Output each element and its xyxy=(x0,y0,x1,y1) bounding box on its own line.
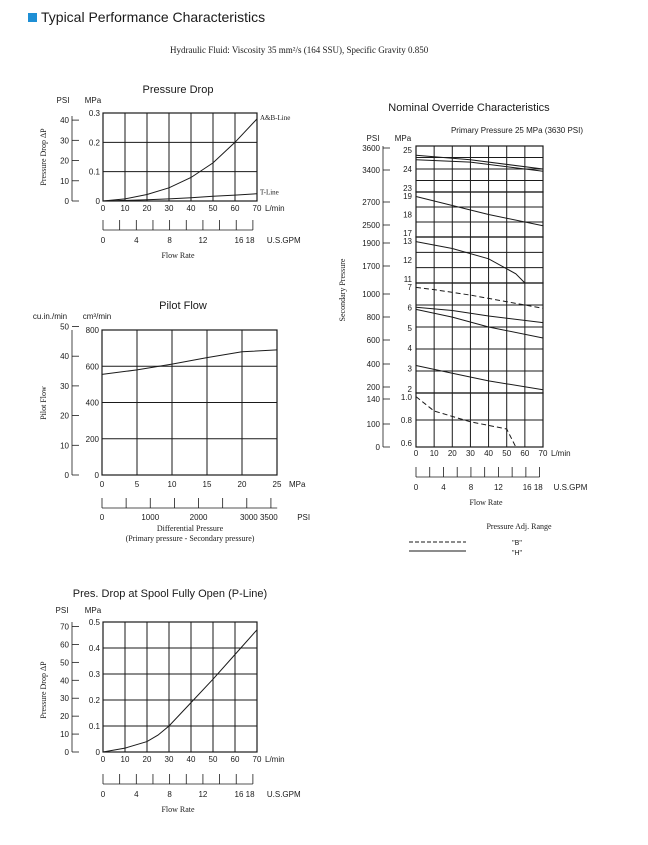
override-panel-grid-frame xyxy=(416,237,543,283)
psi-tick-label: 600 xyxy=(366,336,380,345)
section-title: Typical Performance Characteristics xyxy=(41,9,266,25)
chart-title: Pilot Flow xyxy=(159,300,207,312)
psi-tick-label: 30 xyxy=(60,694,69,704)
psi-tick-label: 40 xyxy=(60,116,69,126)
series-label-t: T-Line xyxy=(260,188,279,197)
x-tick-label: 30 xyxy=(164,755,174,764)
psi-tick-label: 1700 xyxy=(362,262,380,271)
mpa-tick-label: 3 xyxy=(407,364,412,374)
chart-subtitle: Primary Pressure 25 MPa (3630 PSI) xyxy=(450,126,584,135)
mpa-tick-label: 7 xyxy=(407,283,412,292)
gpm-scale-tick-label: 8 xyxy=(468,483,474,492)
series-line-pilot xyxy=(102,350,277,375)
override-panel-grid-frame xyxy=(416,192,543,237)
psi-tick-label: 200 xyxy=(366,383,380,392)
mpa-unit: MPa xyxy=(394,134,412,143)
gpm-scale-tick-label: 4 xyxy=(134,236,139,245)
cuin-unit: cu.in./min xyxy=(32,312,68,321)
mpa-tick-label: 0.2 xyxy=(88,138,100,148)
psi-tick-label: 30 xyxy=(60,136,69,146)
psi-tick-label: 1000 xyxy=(141,513,160,522)
gpm-scale-tick-label: 12 xyxy=(493,483,503,492)
psi-tick-label: 70 xyxy=(60,622,69,632)
x-axis-label: Flow Rate xyxy=(161,251,195,260)
psi-tick-label: 3600 xyxy=(362,144,380,153)
psi-tick-label: 20 xyxy=(60,712,69,722)
fluid-note: Hydraulic Fluid: Viscosity 35 mm²/s (164 SSU), Specific Gravity 0.850 xyxy=(170,45,429,55)
gpm-scale-tick-label: 16 18 xyxy=(522,483,543,492)
psi-tick-label: 0 xyxy=(64,197,69,206)
mpa-tick-label: 0.4 xyxy=(88,644,100,653)
psi-tick-label: 2000 xyxy=(189,513,208,522)
x-tick-label: 25 xyxy=(272,480,282,489)
x-unit: L/min xyxy=(551,449,571,458)
series-line-h-2 xyxy=(416,309,543,338)
cuin-tick-label: 50 xyxy=(60,322,69,332)
psi-tick-label: 3000 3500 xyxy=(239,513,278,522)
legend-title: Pressure Adj. Range xyxy=(486,522,552,531)
y-axis-label: Pressure Drop ΔP xyxy=(39,661,48,719)
override-panel-grid-frame xyxy=(416,283,543,393)
legend-label-b: "B" xyxy=(512,540,522,547)
x-tick-label: 40 xyxy=(186,204,196,213)
x-tick-label: 20 xyxy=(237,480,247,489)
gpm-scale-unit: U.S.GPM xyxy=(553,483,588,492)
psi-tick-label: 50 xyxy=(60,658,69,668)
psi-unit: PSI xyxy=(56,96,70,105)
series-line-h-3 xyxy=(416,366,543,390)
psi-tick-label: 40 xyxy=(60,676,69,686)
cuin-tick-label: 40 xyxy=(60,352,69,362)
mpa-tick-label: 0.3 xyxy=(88,670,100,679)
mpa-tick-label: 0 xyxy=(95,748,100,757)
x-unit: MPa xyxy=(289,480,306,489)
psi-tick-label: 800 xyxy=(366,313,380,322)
x-tick-label: 50 xyxy=(502,449,512,458)
x-axis-label: Flow Rate xyxy=(469,498,503,507)
gpm-scale-tick-label: 8 xyxy=(167,790,172,799)
mpa-tick-label: 18 xyxy=(403,210,412,220)
x-tick-label: 40 xyxy=(186,755,196,764)
x-tick-label: 40 xyxy=(484,449,494,458)
cm3-tick-label: 800 xyxy=(85,326,99,335)
psi-tick-label: 60 xyxy=(60,640,69,650)
mpa-tick-label: 23 xyxy=(403,184,412,193)
x-tick-label: 0 xyxy=(100,755,106,764)
x-tick-label: 10 xyxy=(120,204,130,213)
gpm-scale-tick-label: 16 18 xyxy=(234,790,255,799)
mpa-tick-label: 13 xyxy=(403,237,412,246)
gpm-scale-tick-label: 0 xyxy=(413,483,419,492)
series-line-h-2 xyxy=(416,160,543,172)
x-unit: L/min xyxy=(265,755,285,764)
series-line-t xyxy=(103,194,257,201)
mpa-tick-label: 25 xyxy=(403,146,412,155)
psi-tick-label: 2500 xyxy=(362,221,380,230)
mpa-tick-label: 24 xyxy=(403,165,412,174)
psi-tick-label: 2700 xyxy=(362,198,380,207)
gpm-scale-unit: U.S.GPM xyxy=(266,236,301,245)
mpa-tick-label: 0.3 xyxy=(88,109,100,118)
mpa-unit: MPa xyxy=(84,606,102,615)
cuin-tick-label: 20 xyxy=(60,411,69,421)
chart-title: Pres. Drop at Spool Fully Open (P-Line) xyxy=(72,588,268,600)
mpa-tick-label: 17 xyxy=(403,229,412,238)
psi-unit: PSI xyxy=(55,606,69,615)
x-tick-label: 30 xyxy=(164,204,174,213)
psi-tick-label: 3400 xyxy=(362,166,380,175)
x-unit: L/min xyxy=(265,204,285,213)
gpm-scale-tick-label: 0 xyxy=(100,236,106,245)
psi-tick-label: 1000 xyxy=(362,290,380,299)
mpa-tick-label: 2 xyxy=(407,385,412,394)
x-tick-label: 70 xyxy=(538,449,548,458)
mpa-tick-label: 0.1 xyxy=(88,722,100,731)
cm3-unit: cm³/min xyxy=(82,312,112,321)
y-axis-label: Pilot Flow xyxy=(39,386,48,420)
x-tick-label: 70 xyxy=(252,204,262,213)
x-tick-label: 20 xyxy=(142,204,152,213)
y-axis-label: Secondary Pressure xyxy=(338,258,347,322)
cuin-tick-label: 30 xyxy=(60,381,69,391)
psi-tick-label: 140 xyxy=(366,395,380,404)
cm3-tick-label: 600 xyxy=(85,362,99,372)
psi-tick-label: 0 xyxy=(64,748,69,757)
legend-label-h: "H" xyxy=(511,550,523,557)
x-tick-label: 20 xyxy=(142,755,152,764)
series-line-ab xyxy=(103,119,257,201)
psi-tick-label: 10 xyxy=(60,176,69,186)
mpa-tick-label: 1.0 xyxy=(400,393,412,402)
chart-title: Pressure Drop xyxy=(142,84,214,96)
psi-tick-label: 100 xyxy=(366,420,380,429)
mpa-tick-label: 0.2 xyxy=(88,696,100,705)
mpa-tick-label: 6 xyxy=(407,303,412,313)
x-tick-label: 60 xyxy=(230,204,240,213)
y-axis-label: Pressure Drop ΔP xyxy=(39,128,48,186)
series-line-b xyxy=(416,397,516,447)
psi-tick-label: 1900 xyxy=(362,239,380,248)
psi-tick-label: 400 xyxy=(366,360,380,369)
series-label-ab: A&B-Line xyxy=(260,114,291,122)
x-tick-label: 70 xyxy=(252,755,262,764)
mpa-tick-label: 0.6 xyxy=(400,439,412,448)
x-axis-label: Differential Pressure xyxy=(156,524,224,533)
x-tick-label: 20 xyxy=(447,449,457,458)
x-tick-label: 0 xyxy=(100,204,106,213)
gpm-scale-tick-label: 12 xyxy=(198,236,208,245)
x-axis-label-sub: (Primary pressure - Secondary pressure) xyxy=(125,534,255,543)
chart-title: Nominal Override Characteristics xyxy=(388,102,550,114)
gpm-scale-tick-label: 16 18 xyxy=(234,236,255,245)
x-tick-label: 50 xyxy=(208,204,218,213)
cm3-tick-label: 200 xyxy=(85,434,99,444)
series-line-h xyxy=(416,197,543,226)
x-axis-label: Flow Rate xyxy=(161,805,195,814)
psi-unit: PSI xyxy=(297,513,311,522)
x-tick-label: 10 xyxy=(167,480,177,489)
x-tick-label: 10 xyxy=(429,449,439,458)
psi-tick-label: 20 xyxy=(60,156,69,166)
mpa-tick-label: 11 xyxy=(403,275,412,284)
x-tick-label: 30 xyxy=(465,449,475,458)
mpa-tick-label: 0.5 xyxy=(88,618,100,627)
gpm-scale-tick-label: 12 xyxy=(198,790,208,799)
x-tick-label: 60 xyxy=(520,449,530,458)
cm3-tick-label: 400 xyxy=(85,398,99,408)
x-tick-label: 0 xyxy=(413,449,419,458)
x-tick-label: 5 xyxy=(134,480,140,489)
spool-open-grid-frame xyxy=(103,622,257,752)
mpa-tick-label: 4 xyxy=(407,344,412,354)
psi-tick-label: 0 xyxy=(375,443,380,452)
cuin-tick-label: 10 xyxy=(60,441,69,451)
series-line-h xyxy=(416,307,543,322)
mpa-tick-label: 0.1 xyxy=(88,167,100,177)
mpa-tick-label: 0 xyxy=(95,197,100,206)
mpa-tick-label: 19 xyxy=(403,192,412,201)
cuin-tick-label: 0 xyxy=(64,471,69,480)
psi-tick-label: 10 xyxy=(60,730,69,740)
mpa-tick-label: 5 xyxy=(407,323,412,333)
mpa-tick-label: 12 xyxy=(403,256,412,265)
pressure-drop-grid-frame xyxy=(103,113,257,201)
gpm-scale-tick-label: 4 xyxy=(441,483,446,492)
gpm-scale-unit: U.S.GPM xyxy=(266,790,301,799)
x-tick-label: 15 xyxy=(202,480,212,489)
psi-tick-label: 0 xyxy=(99,513,105,522)
x-tick-label: 10 xyxy=(120,755,130,764)
gpm-scale-tick-label: 8 xyxy=(167,236,172,245)
gpm-scale-tick-label: 4 xyxy=(134,790,139,799)
gpm-scale-tick-label: 0 xyxy=(100,790,106,799)
x-tick-label: 50 xyxy=(208,755,218,764)
cm3-tick-label: 0 xyxy=(94,471,99,480)
mpa-tick-label: 0.8 xyxy=(400,416,412,425)
mpa-unit: MPa xyxy=(84,96,102,105)
x-tick-label: 0 xyxy=(99,480,105,489)
x-tick-label: 60 xyxy=(230,755,240,764)
psi-unit: PSI xyxy=(366,134,380,143)
